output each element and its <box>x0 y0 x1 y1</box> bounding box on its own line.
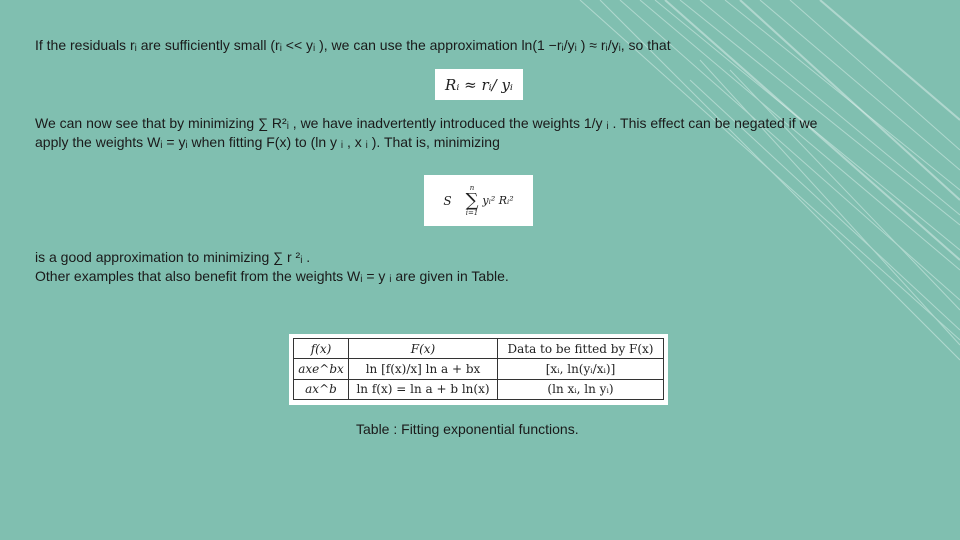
text-line-minimizing: We can now see that by minimizing ∑ R²ᵢ , we have inadvertently introduced the weights 1/y ᵢ . This effect can be negated if we <box>35 115 818 131</box>
formula-weighted-sum <box>424 175 533 226</box>
table-header-cell: F(x) <box>349 339 498 359</box>
formula-lower-limit: i=1 <box>465 208 479 217</box>
table-cell: [xᵢ, ln(yᵢ/xᵢ)] <box>498 359 664 379</box>
text-line-other-examples: Other examples that also benefit from the weights Wᵢ = y ᵢ are given in Table. <box>35 268 509 284</box>
formula-sigma: ∑ <box>465 189 479 211</box>
table-header-cell: Data to be fitted by F(x) <box>498 339 664 359</box>
table-header-row <box>294 339 664 359</box>
formula-lhs: S <box>443 193 452 208</box>
table-cell: ln [f(x)/x] ln a + bx <box>349 359 498 379</box>
fitting-table <box>293 338 664 400</box>
text-line-good-approximation: is a good approximation to minimizing ∑ r ²ᵢ . <box>35 249 311 265</box>
formula-approximation <box>435 69 523 100</box>
formula-approximation-text: Rᵢ ≈ rᵢ/ yᵢ <box>445 75 513 94</box>
text-line-weights: apply the weights Wᵢ = yᵢ when fitting F(x) to (ln y ᵢ , x ᵢ ). That is, minimizing <box>35 134 500 150</box>
table-header-cell: f(x) <box>294 339 349 359</box>
formula-sum-operator <box>466 185 479 217</box>
table-cell: ln f(x) = ln a + b ln(x) <box>349 379 498 399</box>
table-caption: Table : Fitting exponential functions. <box>356 421 579 437</box>
table-row <box>294 379 664 399</box>
formula-term: yᵢ² Rᵢ² <box>482 194 514 207</box>
formula-upper-limit: n <box>469 183 475 192</box>
table-row <box>294 359 664 379</box>
table-cell: ax^b <box>294 379 349 399</box>
table-cell: (ln xᵢ, ln yᵢ) <box>498 379 664 399</box>
text-line-residuals: If the residuals rᵢ are sufficiently small (rᵢ << yᵢ ), we can use the approximation ln(1 −rᵢ/yᵢ ) ≈ rᵢ/yᵢ, so that <box>35 37 671 53</box>
fitting-table-image <box>289 334 668 405</box>
table-cell: axe^bx <box>294 359 349 379</box>
